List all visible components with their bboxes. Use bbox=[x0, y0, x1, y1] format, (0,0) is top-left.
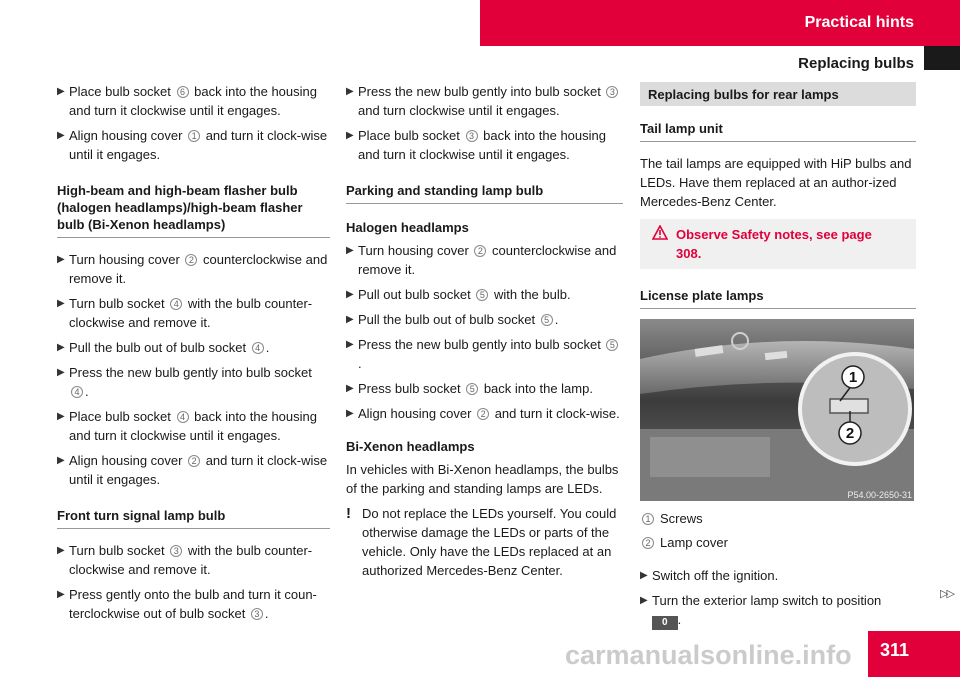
step: ▶ Place bulb socket 6 back into the housing and turn it clockwise until it engages. bbox=[57, 84, 317, 118]
step-arrow-icon: ▶ bbox=[346, 383, 354, 394]
step: ▶ Turn housing cover 2 counterclockwise and remove it. bbox=[57, 252, 328, 286]
section-title: Replacing bulbs bbox=[798, 55, 914, 72]
step: ▶ Pull out bulb socket 5 with the bulb. bbox=[346, 287, 571, 302]
step: ▶ Turn bulb socket 4 with the bulb counter-clockwise and remove it. bbox=[57, 296, 313, 330]
column-3 bbox=[640, 82, 916, 636]
column-1 bbox=[57, 82, 330, 629]
heading-parking-lamp: Parking and standing lamp bulb bbox=[346, 182, 623, 204]
step-arrow-icon: ▶ bbox=[57, 545, 65, 556]
step: ▶ Place bulb socket 4 back into the housing and turn it clockwise until it engages. bbox=[57, 409, 317, 443]
step-arrow-icon: ▶ bbox=[346, 130, 354, 141]
step: ▶ Turn housing cover 2 counterclockwise and remove it. bbox=[346, 243, 617, 277]
switch-position-key: 0 bbox=[652, 616, 678, 630]
step-arrow-icon: ▶ bbox=[57, 367, 65, 378]
caution-note bbox=[346, 504, 623, 580]
step-arrow-icon: ▶ bbox=[57, 455, 65, 466]
heading-license-plate: License plate lamps bbox=[640, 287, 916, 309]
section-tab-marker bbox=[924, 46, 960, 70]
step-arrow-icon: ▶ bbox=[57, 254, 65, 265]
reference-number: 2 bbox=[642, 537, 654, 549]
step-arrow-icon: ▶ bbox=[640, 570, 648, 581]
reference-number: 2 bbox=[477, 408, 489, 420]
subheading-halogen: Halogen headlamps bbox=[346, 220, 469, 235]
reference-number: 5 bbox=[606, 339, 618, 351]
step: ▶ Press the new bulb gently into bulb socket 4 . bbox=[57, 365, 312, 399]
reference-number: 5 bbox=[541, 314, 553, 326]
reference-number: 4 bbox=[177, 411, 189, 423]
exclamation-icon: ! bbox=[346, 505, 351, 522]
reference-number: 2 bbox=[188, 455, 200, 467]
reference-number: 4 bbox=[71, 386, 83, 398]
continued-double-arrow-icon: ▷▷ bbox=[940, 588, 953, 600]
step-arrow-icon: ▶ bbox=[57, 86, 65, 97]
step: ▶ Press the new bulb gently into bulb socket 3 and turn clockwise until it engages. bbox=[346, 82, 623, 120]
bixenon-text: In vehicles with Bi-Xenon headlamps, the bulbs of the parking and standing lamps are LEDs. bbox=[346, 462, 619, 496]
step: ▶ Turn the exterior lamp switch to position 0 . bbox=[640, 593, 882, 628]
step: ▶ Press the new bulb gently into bulb socket 5. bbox=[346, 335, 623, 373]
reference-number: 5 bbox=[466, 383, 478, 395]
reference-number: 2 bbox=[474, 245, 486, 257]
step: ▶ Place bulb socket 3 back into the housing and turn it clockwise until it engages. bbox=[346, 128, 606, 162]
reference-number: 3 bbox=[170, 545, 182, 557]
step-arrow-icon: ▶ bbox=[346, 339, 354, 350]
photo-callout: 1 bbox=[848, 369, 858, 386]
step-arrow-icon: ▶ bbox=[346, 314, 354, 325]
legend-item: 1 Screws bbox=[640, 509, 916, 530]
step-arrow-icon: ▶ bbox=[57, 298, 65, 309]
step: ▶ Align housing cover 2 and turn it clock-wise. bbox=[346, 406, 620, 421]
step-arrow-icon: ▶ bbox=[640, 595, 648, 606]
chapter-title: Practical hints bbox=[804, 14, 914, 31]
step-arrow-icon: ▶ bbox=[346, 408, 354, 419]
step: ▶ Turn bulb socket 3 with the bulb counter-clockwise and remove it. bbox=[57, 543, 313, 577]
warning-box bbox=[640, 219, 916, 269]
reference-number: 3 bbox=[606, 86, 618, 98]
warning-text: Observe Safety notes, see page 308. bbox=[676, 227, 872, 261]
reference-number: 2 bbox=[185, 254, 197, 266]
photo-code: P54.00-2650-31 bbox=[847, 490, 912, 500]
step: ▶ Align housing cover 2 and turn it clock-wise until it engages. bbox=[57, 453, 328, 487]
license-plate-photo bbox=[640, 319, 914, 501]
heading-front-turn-signal: Front turn signal lamp bulb bbox=[57, 507, 330, 529]
reference-number: 1 bbox=[188, 130, 200, 142]
step-arrow-icon: ▶ bbox=[57, 411, 65, 422]
step: ▶ Pull the bulb out of bulb socket 4 . bbox=[57, 340, 270, 355]
page-number: 311 bbox=[880, 640, 910, 660]
warning-triangle-icon bbox=[652, 225, 676, 245]
column-2 bbox=[346, 82, 623, 580]
step-arrow-icon: ▶ bbox=[57, 130, 65, 141]
step: ▶ Switch off the ignition. bbox=[640, 568, 779, 583]
step: ▶ Align housing cover 1 and turn it clock-wise until it engages. bbox=[57, 128, 328, 162]
photo-callout: 2 bbox=[845, 425, 855, 442]
reference-number: 4 bbox=[252, 342, 264, 354]
reference-number: 5 bbox=[476, 289, 488, 301]
heading-high-beam: High-beam and high-beam flasher bulb (halogen headlamps)/high-beam flasher bulb (Bi-Xenon headlamps) bbox=[57, 182, 330, 238]
step-arrow-icon: ▶ bbox=[57, 342, 65, 353]
reference-number: 4 bbox=[170, 298, 182, 310]
step: ▶ Press gently onto the bulb and turn it coun-terclockwise out of bulb socket 3 . bbox=[57, 587, 317, 621]
legend-item: 2 Lamp cover bbox=[640, 533, 916, 554]
reference-number: 3 bbox=[251, 608, 263, 620]
step-arrow-icon: ▶ bbox=[346, 86, 354, 97]
watermark: carmanualsonline.info bbox=[565, 640, 852, 670]
rear-lamps-bar: Replacing bulbs for rear lamps bbox=[640, 82, 916, 106]
reference-number: 1 bbox=[642, 513, 654, 525]
step-arrow-icon: ▶ bbox=[346, 245, 354, 256]
step-arrow-icon: ▶ bbox=[57, 589, 65, 600]
heading-tail-lamp: Tail lamp unit bbox=[640, 120, 916, 142]
reference-number: 6 bbox=[177, 86, 189, 98]
reference-number: 3 bbox=[466, 130, 478, 142]
step: ▶ Pull the bulb out of bulb socket 5 . bbox=[346, 312, 559, 327]
caution-text: Do not replace the LEDs yourself. You could otherwise damage the LEDs or parts of the vehicle. Only have the LEDs replaced at an authorized Mercedes-Benz Center. bbox=[362, 506, 617, 578]
tail-text: The tail lamps are equipped with HiP bulbs and LEDs. Have them replaced at an author-ized Mercedes-Benz Center. bbox=[640, 156, 912, 209]
step-arrow-icon: ▶ bbox=[346, 289, 354, 300]
subheading-bixenon: Bi-Xenon headlamps bbox=[346, 439, 475, 454]
step: ▶ Press bulb socket 5 back into the lamp. bbox=[346, 381, 593, 396]
